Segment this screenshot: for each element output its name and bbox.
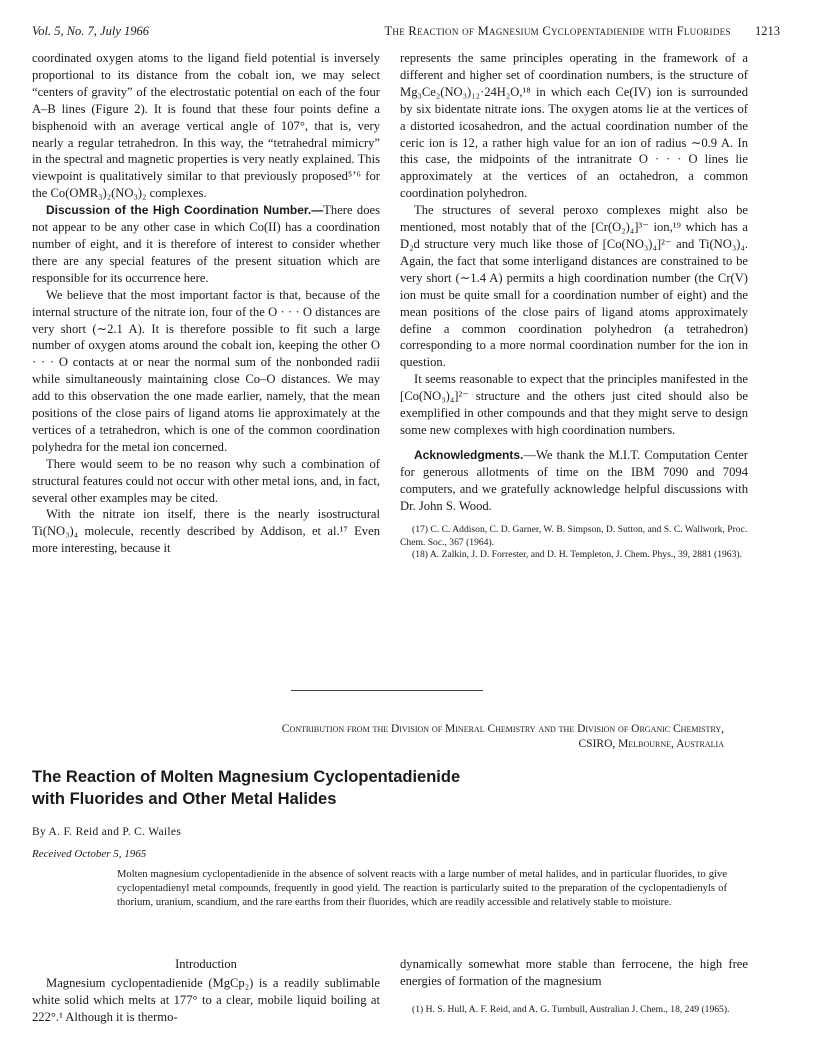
reference-item: (18) A. Zalkin, J. D. Forrester, and D. H. Templeton, J. Chem. Phys., 39, 2881 (1963). (412, 549, 742, 561)
right-column (400, 50, 748, 562)
running-header (32, 24, 780, 39)
article-title-line: The Reaction of Molten Magnesium Cyclopentadienide (32, 768, 461, 786)
paragraph: coordinated oxygen atoms to the ligand field potential is inversely proportional to its distance from the cobalt ion, we may select “centers of gravity” of the electrostatic potential on each of the four A–B lines (Figure 2). It is found that these four points define a bisphenoid with an average vertical angle of 107°, that is, very nearly a regular tetrahedron. In this way, the “tetrahedral mimicry” in the spectral and magnetic properties is very neatly explained. This viewpoint is qualitatively similar to that previously proposed⁵’⁶ for the Co(OMR₃)₂(NO₃)₂ complexes. (32, 51, 380, 201)
paragraph: There would seem to be no reason why such a combination of structural features could not occur with other metal ions, and, in fact, several other examples may be cited. (32, 456, 380, 505)
intro-left-column (32, 956, 380, 1026)
intro-right-column (400, 956, 748, 1016)
page-number: 1213 (755, 24, 780, 38)
abstract: Molten magnesium cyclopentadienide in the absence of solvent reacts with a large number of metal halides, and in particular fluorides, to give cyclopentadienyl metal compounds, frequently in good yield. The reaction is particularly suited to the preparation of the cyclopentadienyls of thorium, uranium, scandium, and the rare earths from their fluorides, which are readily accessible and relatively stable to moisture. (117, 869, 727, 908)
paragraph (32, 202, 380, 287)
contribution-line (104, 722, 724, 752)
article-title-line: with Fluorides and Other Metal Halides (32, 790, 337, 808)
section-divider (291, 690, 483, 691)
article-authors: By A. F. Reid and P. C. Wailes (32, 826, 182, 838)
acknowledgments-text: —We thank the M.I.T. Computation Center for generous allotments of time on the IBM 7090 and 7094 computers, and we gratefully acknowledge helpful discussions with Dr. John S. Wood. (400, 447, 748, 513)
contribution-divisions: Contribution from the Division of Mineral Chemistry and the Division of Organic Chemistry, (281, 723, 724, 735)
reference-item: (17) C. C. Addison, C. D. Garner, W. B. Simpson, D. Sutton, and S. C. Wallwork, Proc. Chem. Soc., 367 (1964). (400, 524, 748, 548)
introduction-heading: Introduction (175, 957, 237, 971)
journal-volume: Vol. 5, No. 7, July 1966 (32, 24, 150, 38)
article-title (32, 766, 772, 810)
section-heading: Discussion of the High Coordination Number.— (46, 203, 324, 218)
received-date: Received October 5, 1965 (32, 848, 147, 860)
paragraph: The structures of several peroxo complexes might also be mentioned, most notably that of the [Cr(O₂)₄]³⁻ ion,¹⁹ which has a D₂d structure very much like those of [Co(NO₃)₄]²⁻ and Ti(NO₃)₄. Again, the fact that some interligand distances are constrained to be very short (∼1.4 A) permits a high coordination number (the Cr(V) ion must be quite small for a coordination number of eight) and the mean positions of the close pairs of ligand atoms approximately define a common coordination polyhedron (a tetrahedron) corresponding to a more normal coordination number for the ion in question. (400, 203, 748, 370)
paragraph: Magnesium cyclopentadienide (MgCp₂) is a readily sublimable white solid which melts at 177° to a clear, mobile liquid boiling at 222°.¹ Although it is thermo- (32, 975, 380, 1024)
paragraph-text: There does not appear to be any other case in which Co(II) has a coordination number of eight, and it is therefore of interest to consider whether there are any special features of the present situation which are responsible for its occurrence here. (32, 203, 380, 285)
paragraph: represents the same principles operating in the framework of a different and higher set of coordination numbers, is the structure of Mg₃Ce₂(NO₃)₁₂·24H₂O,¹⁸ in which each Ce(IV) ion is surrounded by six bidentate nitrate ions. The oxygen atoms lie at the vertices of a distorted icosahedron, and the actual coordination number of the ceric ion is 12, a rather high value for an ion of radius ∼0.9 A. In this case, the midpoints of the intranitrate O · · · O lines lie approximately at the vertices of an octahedron, a common coordination polyhedron. (400, 51, 748, 201)
paragraph: With the nitrate ion itself, there is the nearly isostructural Ti(NO₃)₄ molecule, recently described by Addison, et al.¹⁷ Even more interesting, because it (32, 507, 380, 556)
paragraph: dynamically somewhat more stable than ferrocene, the high free energies of formation of the magnesium (400, 957, 748, 988)
running-title: The Reaction of Magnesium Cyclopentadienide with Fluorides (384, 24, 731, 38)
acknowledgments-heading: Acknowledgments. (414, 447, 524, 462)
paragraph: It seems reasonable to expect that the principles manifested in the [Co(NO₃)₄]²⁻ structure and the others just cited should also be exemplified in other compounds and that they might serve to design some new complexes with high coordination numbers. (400, 372, 748, 437)
left-column (32, 50, 380, 557)
references (400, 524, 748, 561)
contribution-location: CSIRO, Melbourne, Australia (578, 738, 724, 750)
footnote: (1) H. S. Hull, A. F. Reid, and A. G. Turnbull, Australian J. Chem., 18, 249 (1965). (412, 1003, 730, 1015)
paragraph (400, 447, 748, 515)
paragraph: We believe that the most important factor is that, because of the internal structure of the nitrate ion, four of the O · · · O distances are very short (∼2.1 A). It is therefore possible to fit such a large number of oxygen atoms around the cobalt ion, keeping the other O · · · O contacts at or near the normal sum of the nonbonded radii while simultaneously maintaining close Co–O distances. We may add to this observation the one made earlier, namely, that the mean positions of the close pairs of ligand atoms lie approximately at the vertices of a tetrahedron, which is one of the common coordination polyhedra for the metal ion concerned. (32, 287, 380, 454)
